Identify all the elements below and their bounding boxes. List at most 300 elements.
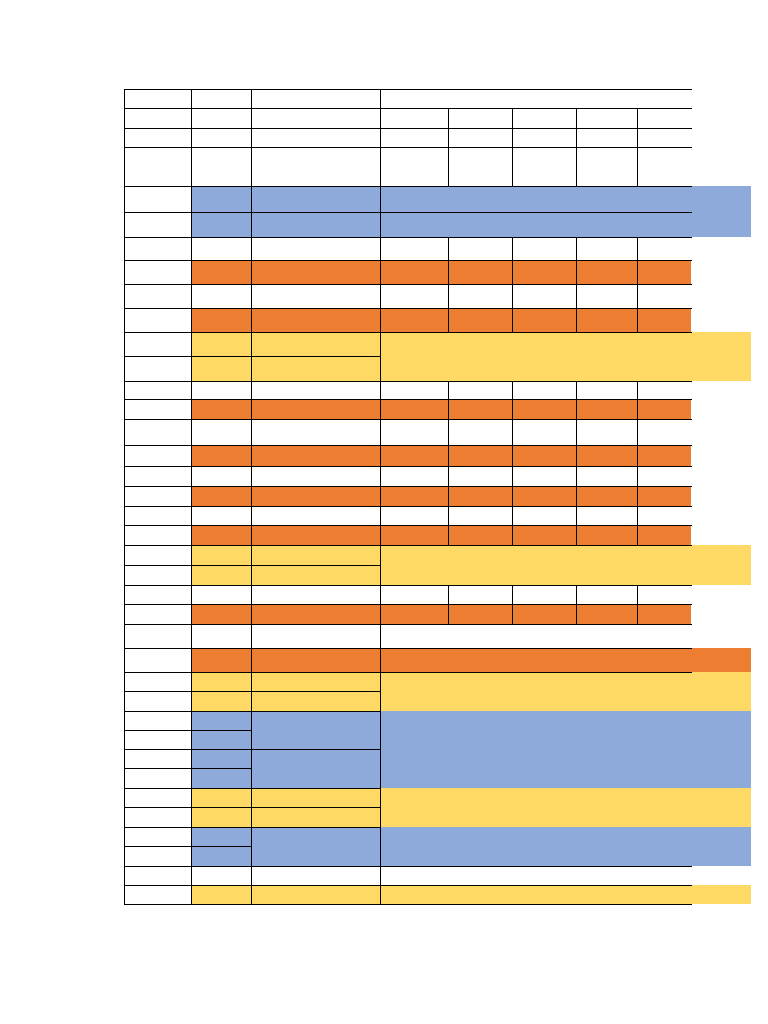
experiment-cell [381,419,448,445]
subgroup-header [577,128,637,147]
grid-line [512,108,513,187]
grid-line [380,381,692,382]
date-cell [192,399,251,419]
grid-line [380,866,692,867]
experiment-cell [638,399,691,419]
week-number [124,260,191,284]
week-number [124,768,191,788]
participating-groups [252,648,380,672]
experiment-cell [577,506,637,525]
experiment-cell [449,486,512,506]
grid-line [512,486,513,507]
experiment-cell [577,399,637,419]
participating-groups [252,827,380,866]
date-cell [192,807,251,827]
week-number [124,807,191,827]
grid-line [448,260,449,285]
grid-line [512,399,513,420]
week-number [124,332,191,356]
experiment-cell [449,445,512,466]
date-cell [192,585,251,604]
date-cell [192,260,251,284]
grid-line [251,89,252,187]
grid-line [512,466,513,487]
grid-line [380,260,692,261]
subgroup-header [381,108,448,128]
date-cell [192,506,251,525]
experiment-cell [638,604,691,624]
experiment-cell [577,260,637,284]
experiment-cell [513,419,576,445]
schedule-band-fill [381,648,751,672]
week-number [124,506,191,525]
date-cell [192,332,251,356]
grid-line [124,768,252,769]
experiment-cell [449,506,512,525]
schedule-band-fill [381,846,751,866]
experiment-cell [381,284,448,308]
experiment-cell [449,585,512,604]
grid-line [576,308,577,333]
schedule-band-fill [381,565,751,585]
banner-text [380,885,691,904]
participating-groups [252,399,380,419]
grid-line [124,486,381,487]
date-cell [192,525,251,545]
grid-line [576,399,577,420]
grid-line [448,585,449,605]
week-number [124,827,191,846]
experiment-cell [381,525,448,545]
column-header-week [124,147,191,186]
grid-line [637,108,638,187]
experiment-cell [513,237,576,260]
week-number [124,356,191,381]
grid-line [576,260,577,285]
experiment-cell [513,399,576,419]
grid-line [637,419,638,446]
experiment-cell [381,445,448,466]
grid-line [124,730,252,731]
participating-groups [252,711,380,749]
grid-line [124,866,381,867]
subgroup-header [449,108,512,128]
experiment-cell [381,399,448,419]
grid-line [124,308,381,309]
group-cell-fill [252,691,380,711]
participating-groups [252,186,380,212]
grid-line [380,445,692,446]
grid-line [576,506,577,526]
grid-line [448,308,449,333]
participating-groups [252,585,380,604]
date-cell [192,565,251,585]
schedule-band-fill [381,788,751,807]
grid-line [124,147,692,148]
experiment-cell [513,466,576,486]
participating-groups [252,506,380,525]
experiment-cell [638,237,691,260]
grid-line [124,399,381,400]
experiment-cell [513,604,576,624]
experiment-cell [381,237,448,260]
grid-line [637,399,638,420]
week-number [124,486,191,506]
grid-line [124,565,381,566]
grid-line [124,419,381,420]
experiment-cell [449,284,512,308]
schedule-band-fill [381,768,751,788]
week-number [124,445,191,466]
grid-line [637,445,638,467]
date-cell [192,604,251,624]
grid-line [380,525,692,526]
week-number [124,711,191,730]
experiment-cell [577,419,637,445]
experiment-cell [381,486,448,506]
grid-line [448,506,449,526]
grid-line [380,672,692,673]
date-cell [192,466,251,486]
grid-line [576,525,577,546]
participating-groups [252,381,380,399]
group-cell-fill [252,565,380,585]
group-cell-fill [252,545,380,565]
grid-line [380,585,692,586]
week-number [124,284,191,308]
schedule-band-fill [381,730,751,749]
experiment-cell [513,381,576,399]
date-cell [192,545,251,565]
week-number [124,419,191,445]
grid-line [380,486,692,487]
week-number [124,186,191,212]
date-cell [192,672,251,691]
grid-line [576,466,577,487]
grid-line [448,445,449,467]
grid-line [380,399,692,400]
grid-line [380,419,692,420]
grid-line [448,237,449,261]
date-cell [192,866,251,885]
experiment-cell [449,604,512,624]
week-number [124,648,191,672]
date-cell [192,749,251,768]
subgroup-header [449,128,512,147]
week-number [124,308,191,332]
grid-line [124,711,381,712]
week-number [124,466,191,486]
schedule-band-fill [381,807,751,827]
grid-line [380,308,692,309]
grid-line [191,89,192,187]
grid-line [637,308,638,333]
subgroup-header [638,108,691,128]
date-cell [192,624,251,648]
experiment-cell [381,466,448,486]
grid-line [124,807,381,808]
date-cell [192,711,251,730]
date-cell [192,308,251,332]
grid-line [576,381,577,400]
week-number [124,672,191,691]
grid-line [576,604,577,625]
subgroup-header [513,108,576,128]
grid-line [448,525,449,546]
grid-line [512,506,513,526]
grid-line [380,284,692,285]
grid-line [124,904,381,905]
week-number [124,381,191,399]
grid-line [637,604,638,625]
participating-groups [252,466,380,486]
group-cell-fill [252,356,380,381]
participating-groups [252,604,380,624]
experiment-cell [577,284,637,308]
date-cell [192,846,251,866]
experiment-cell [638,506,691,525]
experiment-cell [638,466,691,486]
group-cell-fill [252,788,380,807]
grid-line [576,108,577,187]
grid-line [637,284,638,309]
experiment-cell [577,381,637,399]
date-cell [192,885,251,904]
column-header-groups [252,147,380,186]
group-cell-fill [252,332,380,356]
experiment-cell [449,525,512,545]
experiment-cell [577,585,637,604]
week-number [124,585,191,604]
week-number [124,749,191,768]
week-number [124,691,191,711]
grid-line [512,585,513,605]
grid-line [124,89,692,90]
date-cell [192,186,251,212]
grid-line [124,749,381,750]
experiment-cell [638,308,691,332]
date-cell [192,691,251,711]
grid-line [637,466,638,487]
grid-line [124,356,381,357]
week-number [124,624,191,648]
grid-line [448,604,449,625]
grid-line [448,381,449,400]
grid-line [380,332,692,333]
grid-line [576,585,577,605]
grid-line [380,466,692,467]
grid-line [124,585,381,586]
week-number [124,545,191,565]
experiment-cell [577,525,637,545]
experiment-cell [513,260,576,284]
grid-line [124,284,381,285]
grid-line [576,237,577,261]
experiment-cell [381,604,448,624]
grid-line [512,237,513,261]
experiment-cell [638,381,691,399]
grid-line [448,419,449,446]
experiment-cell [449,308,512,332]
grid-line [124,89,125,187]
date-cell [192,381,251,399]
grid-line [380,89,381,187]
participating-groups [252,260,380,284]
group-cell-fill [252,807,380,827]
grid-line [124,788,381,789]
week-number [124,525,191,545]
experiment-cell [449,419,512,445]
grid-line [637,585,638,605]
group-cell-fill [252,672,380,691]
week-number [124,788,191,807]
grid-line [124,624,381,625]
grid-line [124,445,381,446]
experiment-cell [449,466,512,486]
week-number [124,866,191,885]
experiment-cell [381,308,448,332]
grid-line [380,648,692,649]
grid-line [124,648,381,649]
grid-line [124,827,381,828]
week-number [124,237,191,260]
experiment-cell [638,260,691,284]
grid-line [380,506,692,507]
experiment-cell [513,445,576,466]
experiment-cell [381,260,448,284]
grid-line [124,332,381,333]
grid-line [124,604,381,605]
grid-line [512,525,513,546]
participating-groups [252,284,380,308]
grid-line [124,846,252,847]
experiment-cell [577,604,637,624]
subgroup-header [638,128,691,147]
experiment-cell [449,381,512,399]
experiment-cell [513,486,576,506]
date-cell [192,212,251,237]
week-number [124,885,191,904]
participating-groups [252,419,380,445]
date-cell [192,284,251,308]
grid-line [637,525,638,546]
session-time-label [380,89,691,108]
experiment-cell [513,506,576,525]
column-header-dates [192,147,251,186]
grid-line [448,466,449,487]
grid-line [380,237,692,238]
grid-line [512,604,513,625]
grid-line [637,506,638,526]
grid-line [124,108,692,109]
group-cell-fill [252,885,380,904]
grid-line [124,506,381,507]
grid-line [124,237,381,238]
date-cell [192,486,251,506]
grid-line [124,525,381,526]
grid-line [124,545,381,546]
grid-line [380,904,692,905]
week-number [124,565,191,585]
grid-line [637,381,638,400]
experiment-cell [513,284,576,308]
schedule-band-fill [381,356,751,381]
date-cell [192,730,251,749]
participating-groups [252,212,380,237]
grid-line [512,381,513,400]
grid-line [124,128,692,129]
date-cell [192,445,251,466]
participating-groups [252,308,380,332]
week-number [124,604,191,624]
grid-line [512,419,513,446]
grid-line [124,186,381,187]
grid-line [448,284,449,309]
experiment-cell [449,399,512,419]
grid-line [380,545,692,546]
schedule-band-fill [381,672,751,691]
experiment-cell [381,381,448,399]
grid-line [124,885,381,886]
grid-line [124,672,381,673]
grid-line [380,186,692,187]
grid-line [637,486,638,507]
week-number [124,846,191,866]
grid-line [380,604,692,605]
experiment-cell [449,237,512,260]
experiment-cell [577,486,637,506]
grid-line [576,419,577,446]
experiment-cell [638,585,691,604]
experiment-cell [577,445,637,466]
grid-line [448,486,449,507]
date-cell [192,419,251,445]
grid-line [124,466,381,467]
grid-line [637,237,638,261]
grid-line [124,381,381,382]
week-number [124,730,191,749]
week-number [124,399,191,419]
date-cell [192,237,251,260]
grid-line [512,284,513,309]
grid-line [576,486,577,507]
grid-line [124,212,381,213]
experiment-cell [513,525,576,545]
experiment-cell [577,466,637,486]
experiment-cell [513,585,576,604]
experiment-cell [577,237,637,260]
participating-groups [252,445,380,466]
subgroup-header [513,128,576,147]
date-cell [192,356,251,381]
grid-line [448,399,449,420]
subgroup-header [577,108,637,128]
date-cell [192,648,251,672]
grid-line [576,284,577,309]
date-cell [192,827,251,846]
schedule-band-fill [381,691,751,711]
grid-line [380,624,692,625]
experiment-cell [638,445,691,466]
experiment-cell [638,284,691,308]
grid-line [380,885,692,886]
participating-groups [252,624,380,648]
grid-line [576,445,577,467]
experiment-cell [638,525,691,545]
experiment-cell [449,260,512,284]
grid-line [124,260,381,261]
grid-line [448,108,449,187]
